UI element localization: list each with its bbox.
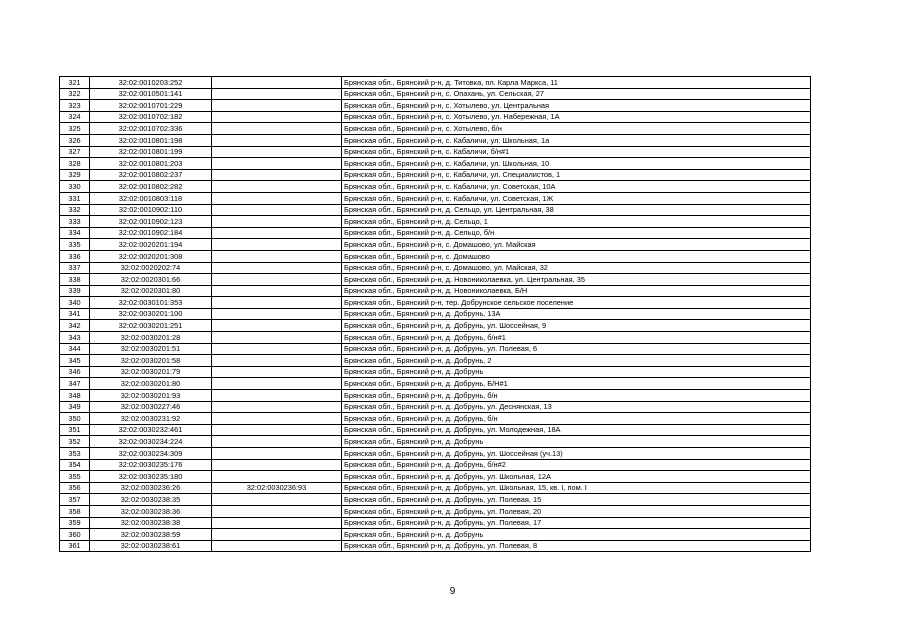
table-row: [60, 297, 811, 309]
row-number: 332: [60, 204, 90, 216]
cadastral-number: 32:02:0030201:58: [90, 355, 212, 367]
address: Брянская обл., Брянский р-н, д. Сельцо, б/н: [342, 227, 811, 239]
row-number: 354: [60, 459, 90, 471]
table-row: [60, 250, 811, 262]
table-row: [60, 100, 811, 112]
cadastral-number: 32:02:0020201:308: [90, 250, 212, 262]
table-row: [60, 343, 811, 355]
cadastral-number: 32:02:0010801:203: [90, 158, 212, 170]
row-number: 336: [60, 250, 90, 262]
address: Брянская обл., Брянский р-н, д. Добрунь, б/н: [342, 413, 811, 425]
address: Брянская обл., Брянский р-н, с. Хотылево, ул. Набережная, 1А: [342, 111, 811, 123]
related-cadastral-number: [212, 378, 342, 390]
row-number: 321: [60, 77, 90, 89]
related-cadastral-number: [212, 517, 342, 529]
address: Брянская обл., Брянский р-н, с. Кабаличи, ул. Школьная, 1а: [342, 134, 811, 146]
row-number: 357: [60, 494, 90, 506]
related-cadastral-number: [212, 192, 342, 204]
address: Брянская обл., Брянский р-н, д. Добрунь, ул. Школьная, 12А: [342, 471, 811, 483]
address: Брянская обл., Брянский р-н, д. Новониколаевка, ул. Центральная, 35: [342, 274, 811, 286]
related-cadastral-number: [212, 436, 342, 448]
cadastral-number: 32:02:0030227:46: [90, 401, 212, 413]
table-row: [60, 401, 811, 413]
related-cadastral-number: [212, 262, 342, 274]
row-number: 324: [60, 111, 90, 123]
address: Брянская обл., Брянский р-н, д. Добрунь, Б/Н#1: [342, 378, 811, 390]
cadastral-number: 32:02:0020201:194: [90, 239, 212, 251]
table-row: [60, 413, 811, 425]
cadastral-number: 32:02:0010702:182: [90, 111, 212, 123]
cadastral-number: 32:02:0030238:61: [90, 540, 212, 552]
related-cadastral-number: [212, 401, 342, 413]
address: Брянская обл., Брянский р-н, с. Кабаличи, ул. Специалистов, 1: [342, 169, 811, 181]
row-number: 352: [60, 436, 90, 448]
related-cadastral-number: [212, 181, 342, 193]
cadastral-number: 32:02:0030231:92: [90, 413, 212, 425]
row-number: 347: [60, 378, 90, 390]
cadastral-number: 32:02:0010802:282: [90, 181, 212, 193]
related-cadastral-number: [212, 88, 342, 100]
table-row: [60, 274, 811, 286]
cadastral-number: 32:02:0010801:199: [90, 146, 212, 158]
related-cadastral-number: [212, 158, 342, 170]
table-row: [60, 366, 811, 378]
table-body: [60, 77, 811, 552]
table-row: [60, 390, 811, 402]
table-row: [60, 123, 811, 135]
table-row: [60, 77, 811, 89]
address: Брянская обл., Брянский р-н, с. Домашово, ул. Майская, 32: [342, 262, 811, 274]
table-row: [60, 436, 811, 448]
row-number: 322: [60, 88, 90, 100]
related-cadastral-number: [212, 123, 342, 135]
address: Брянская обл., Брянский р-н, д. Добрунь, б/н: [342, 390, 811, 402]
address: Брянская обл., Брянский р-н, д. Добрунь, б/н#2: [342, 459, 811, 471]
table-row: [60, 459, 811, 471]
cadastral-number: 32:02:0010902:123: [90, 216, 212, 228]
row-number: 340: [60, 297, 90, 309]
row-number: 335: [60, 239, 90, 251]
address: Брянская обл., Брянский р-н, с. Хотылево, ул. Центральная: [342, 100, 811, 112]
address: Брянская обл., Брянский р-н, д. Добрунь, ул. Шоссейная, 9: [342, 320, 811, 332]
cadastral-number: 32:02:0030238:35: [90, 494, 212, 506]
related-cadastral-number: [212, 250, 342, 262]
cadastral-number: 32:02:0030232:461: [90, 424, 212, 436]
address: Брянская обл., Брянский р-н, с. Домашово, ул. Майская: [342, 239, 811, 251]
cadastral-number: 32:02:0030201:51: [90, 343, 212, 355]
row-number: 327: [60, 146, 90, 158]
related-cadastral-number: [212, 366, 342, 378]
row-number: 344: [60, 343, 90, 355]
related-cadastral-number: [212, 494, 342, 506]
row-number: 341: [60, 308, 90, 320]
cadastral-number: 32:02:0020202:74: [90, 262, 212, 274]
row-number: 351: [60, 424, 90, 436]
cadastral-number: 32:02:0010902:184: [90, 227, 212, 239]
address: Брянская обл., Брянский р-н, д. Добрунь, 2: [342, 355, 811, 367]
related-cadastral-number: [212, 332, 342, 344]
related-cadastral-number: [212, 459, 342, 471]
row-number: 356: [60, 482, 90, 494]
row-number: 343: [60, 332, 90, 344]
address: Брянская обл., Брянский р-н, с. Кабаличи, ул. Советская, 1Ж: [342, 192, 811, 204]
address: Брянская обл., Брянский р-н, д. Добрунь: [342, 529, 811, 541]
row-number: 359: [60, 517, 90, 529]
table-row: [60, 494, 811, 506]
cadastral-number: 32:02:0030201:100: [90, 308, 212, 320]
row-number: 358: [60, 505, 90, 517]
cadastral-number: 32:02:0030201:93: [90, 390, 212, 402]
address: Брянская обл., Брянский р-н, д. Добрунь, б/н#1: [342, 332, 811, 344]
page-number: 9: [449, 586, 456, 597]
cadastral-number: 32:02:0030101:353: [90, 297, 212, 309]
row-number: 328: [60, 158, 90, 170]
row-number: 331: [60, 192, 90, 204]
table-row: [60, 146, 811, 158]
related-cadastral-number: [212, 505, 342, 517]
related-cadastral-number: [212, 134, 342, 146]
address: Брянская обл., Брянский р-н, тер. Добрунское сельское поселение: [342, 297, 811, 309]
address: Брянская обл., Брянский р-н, д. Добрунь, ул. Деснянская, 13: [342, 401, 811, 413]
address: Брянская обл., Брянский р-н, с. Кабаличи, б/н#1: [342, 146, 811, 158]
row-number: 338: [60, 274, 90, 286]
row-number: 348: [60, 390, 90, 402]
row-number: 326: [60, 134, 90, 146]
row-number: 329: [60, 169, 90, 181]
table-row: [60, 482, 811, 494]
cadastral-number: 32:02:0030201:80: [90, 378, 212, 390]
cadastral-number: 32:02:0010501:141: [90, 88, 212, 100]
related-cadastral-number: [212, 320, 342, 332]
address: Брянская обл., Брянский р-н, с. Кабаличи, ул. Школьная, 10: [342, 158, 811, 170]
address: Брянская обл., Брянский р-н, д. Добрунь, ул. Полевая, 15: [342, 494, 811, 506]
address: Брянская обл., Брянский р-н, д. Добрунь, ул. Школьная, 15, кв. I, пом. I: [342, 482, 811, 494]
table-row: [60, 181, 811, 193]
related-cadastral-number: [212, 274, 342, 286]
row-number: 349: [60, 401, 90, 413]
related-cadastral-number: [212, 471, 342, 483]
cadastral-number: 32:02:0010702:336: [90, 123, 212, 135]
cadastral-number: 32:02:0030201:79: [90, 366, 212, 378]
cadastral-number: 32:02:0010203:252: [90, 77, 212, 89]
table-row: [60, 158, 811, 170]
related-cadastral-number: [212, 424, 342, 436]
address: Брянская обл., Брянский р-н, д. Сельцо, 1: [342, 216, 811, 228]
related-cadastral-number: [212, 204, 342, 216]
cadastral-number: 32:02:0010801:198: [90, 134, 212, 146]
table-row: [60, 320, 811, 332]
related-cadastral-number: [212, 111, 342, 123]
related-cadastral-number: [212, 343, 342, 355]
table-row: [60, 308, 811, 320]
address: Брянская обл., Брянский р-н, с. Хотылево, б/н: [342, 123, 811, 135]
row-number: 339: [60, 285, 90, 297]
address: Брянская обл., Брянский р-н, д. Добрунь, ул. Полевая, 20: [342, 505, 811, 517]
related-cadastral-number: [212, 216, 342, 228]
cadastral-number: 32:02:0030238:36: [90, 505, 212, 517]
address: Брянская обл., Брянский р-н, д. Новониколаевка, Б/Н: [342, 285, 811, 297]
cadastral-number: 32:02:0030235:180: [90, 471, 212, 483]
table-row: [60, 239, 811, 251]
table-row: [60, 204, 811, 216]
cadastral-number: 32:02:0030234:224: [90, 436, 212, 448]
row-number: 342: [60, 320, 90, 332]
row-number: 361: [60, 540, 90, 552]
cadastral-number: 32:02:0020301:80: [90, 285, 212, 297]
address: Брянская обл., Брянский р-н, с. Домашово: [342, 250, 811, 262]
table-row: [60, 505, 811, 517]
related-cadastral-number: [212, 146, 342, 158]
address: Брянская обл., Брянский р-н, д. Добрунь, ул. Полевая, 17: [342, 517, 811, 529]
address: Брянская обл., Брянский р-н, д. Добрунь, ул. Шоссейная (уч.13): [342, 448, 811, 460]
row-number: 337: [60, 262, 90, 274]
related-cadastral-number: [212, 239, 342, 251]
row-number: 345: [60, 355, 90, 367]
row-number: 334: [60, 227, 90, 239]
table-row: [60, 216, 811, 228]
cadastral-number: 32:02:0030201:251: [90, 320, 212, 332]
table-row: [60, 262, 811, 274]
cadastral-number: 32:02:0030236:26: [90, 482, 212, 494]
address: Брянская обл., Брянский р-н, с. Кабаличи, ул. Советская, 10А: [342, 181, 811, 193]
row-number: 355: [60, 471, 90, 483]
table-row: [60, 378, 811, 390]
table-row: [60, 111, 811, 123]
address: Брянская обл., Брянский р-н, д. Добрунь: [342, 366, 811, 378]
address: Брянская обл., Брянский р-н, д. Сельцо, ул. Центральная, 38: [342, 204, 811, 216]
table-row: [60, 529, 811, 541]
table-row: [60, 540, 811, 552]
table-row: [60, 332, 811, 344]
row-number: 350: [60, 413, 90, 425]
table-row: [60, 227, 811, 239]
row-number: 333: [60, 216, 90, 228]
table-row: [60, 88, 811, 100]
cadastral-number: 32:02:0010902:110: [90, 204, 212, 216]
row-number: 353: [60, 448, 90, 460]
cadastral-number: 32:02:0010701:229: [90, 100, 212, 112]
related-cadastral-number: [212, 413, 342, 425]
address: Брянская обл., Брянский р-н, д. Титовка, пл. Карла Маркса, 11: [342, 77, 811, 89]
related-cadastral-number: [212, 355, 342, 367]
row-number: 325: [60, 123, 90, 135]
table-row: [60, 192, 811, 204]
related-cadastral-number: [212, 540, 342, 552]
address: Брянская обл., Брянский р-н, д. Добрунь, ул. Молодежная, 18А: [342, 424, 811, 436]
address: Брянская обл., Брянский р-н, д. Добрунь, ул. Полевая, 8: [342, 540, 811, 552]
table-row: [60, 424, 811, 436]
related-cadastral-number: [212, 227, 342, 239]
table-row: [60, 517, 811, 529]
cadastral-number: 32:02:0030238:38: [90, 517, 212, 529]
related-cadastral-number: [212, 297, 342, 309]
related-cadastral-number: [212, 285, 342, 297]
related-cadastral-number: [212, 77, 342, 89]
cadastral-number: 32:02:0030234:309: [90, 448, 212, 460]
cadastral-number: 32:02:0030238:59: [90, 529, 212, 541]
property-register-table: [59, 76, 811, 552]
row-number: 360: [60, 529, 90, 541]
row-number: 323: [60, 100, 90, 112]
cadastral-number: 32:02:0030201:28: [90, 332, 212, 344]
cadastral-number: 32:02:0010803:118: [90, 192, 212, 204]
cadastral-number: 32:02:0030235:176: [90, 459, 212, 471]
related-cadastral-number: [212, 390, 342, 402]
table-row: [60, 169, 811, 181]
related-cadastral-number: [212, 308, 342, 320]
table-row: [60, 448, 811, 460]
table-row: [60, 134, 811, 146]
row-number: 346: [60, 366, 90, 378]
related-cadastral-number: [212, 169, 342, 181]
address: Брянская обл., Брянский р-н, д. Добрунь, 13А: [342, 308, 811, 320]
row-number: 330: [60, 181, 90, 193]
table-row: [60, 355, 811, 367]
table-row: [60, 285, 811, 297]
related-cadastral-number: [212, 100, 342, 112]
related-cadastral-number: 32:02:0030236:93: [212, 482, 342, 494]
address: Брянская обл., Брянский р-н, д. Добрунь, ул. Полевая, 6: [342, 343, 811, 355]
related-cadastral-number: [212, 448, 342, 460]
address: Брянская обл., Брянский р-н, с. Опахань, ул. Сельская, 27: [342, 88, 811, 100]
cadastral-number: 32:02:0010802:237: [90, 169, 212, 181]
cadastral-number: 32:02:0020301:66: [90, 274, 212, 286]
table-row: [60, 471, 811, 483]
address: Брянская обл., Брянский р-н, д. Добрунь: [342, 436, 811, 448]
related-cadastral-number: [212, 529, 342, 541]
